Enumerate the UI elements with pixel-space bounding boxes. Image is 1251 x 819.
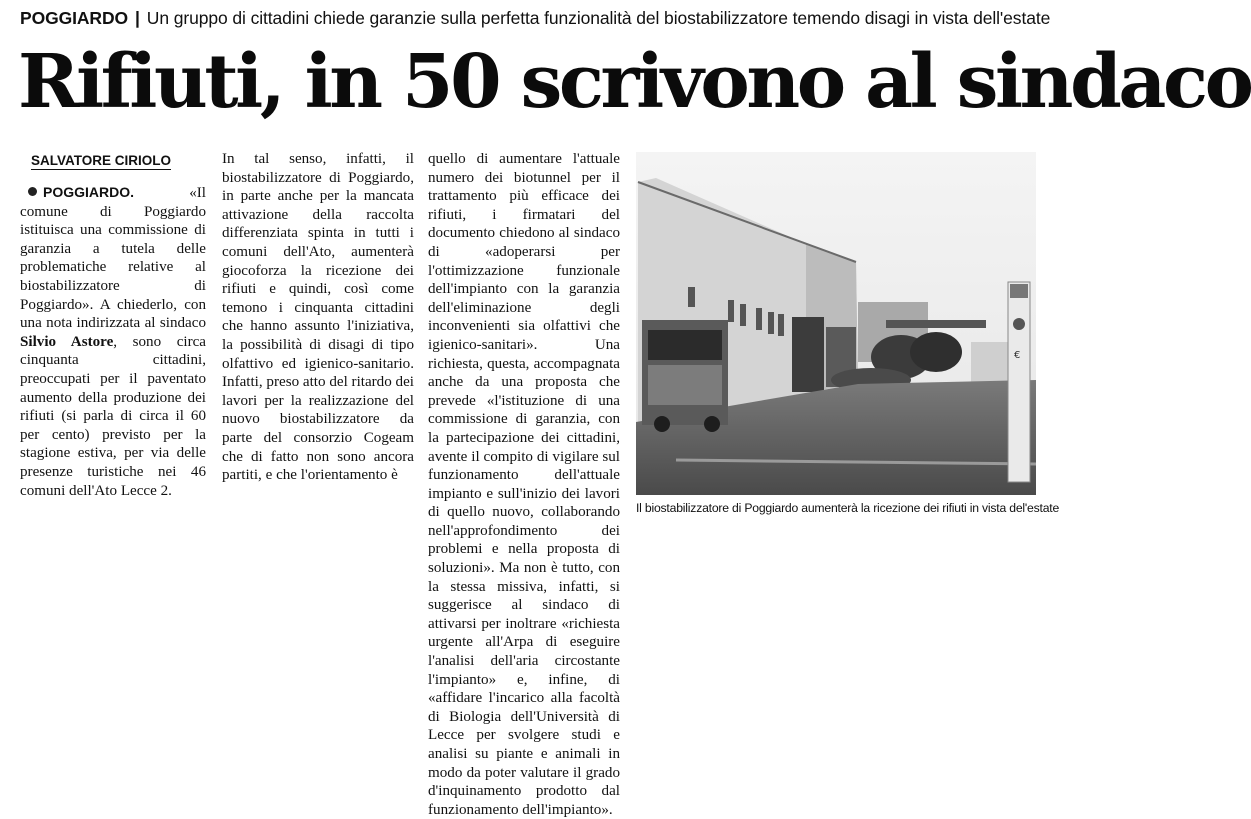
- article-paragraph-2-cont: In tal senso, infatti, il biostabilizzatore di Poggiardo, in parte anche per la mancata attivazione della raccolta differenziata spinta in tutti i comuni dell'Ato, aumenterà giocoforza la ricezione dei rifiuti e quindi, così come temono i cinquanta cittadini che hanno assunto l'iniziativa, la possibilità di disagi di tipo olfattivo ed igienico-sanitario. Infatti, preso atto del ritardo dei lavori per la realizzazione del nuovo biostabilizzatore da parte del consorzio Cogeam che di fatto non sono ancora partiti, e che l'orientamento è: [222, 151, 414, 484]
- article-photo: [636, 152, 1036, 495]
- dateline: POGGIARDO.: [43, 184, 135, 200]
- kicker-separator: |: [135, 8, 140, 28]
- article-column-1: [20, 183, 206, 500]
- bullet-icon: [28, 187, 37, 196]
- article-paragraph-2-cont: quello di aumentare l'attuale numero dei biotunnel per il trattamento più efficace dei rifiuti, i firmatari del documento chiedono al sindaco di «adoperarsi per l'ottimizzazione funzionale dell'impianto con la garanzia dell'eliminazione degli inconvenienti sia olfattivi che igienico-sanitari». Una richiesta, questa, accompagnata anche da una proposta che prevede «l'istituzione di una commissione di garanzia, con la partecipazione dei cittadini, avente il compito di vigilare sul funzionamento dell'attuale impianto e sull'inizio dei lavori di quello nuovo, collaborando nell'approfondimento dei problemi e nella proposta di soluzioni». Ma non è tutto, con la stessa missiva, infatti, si suggerisce al sindaco di attivarsi per inoltrare «richiesta urgente all'Arpa di eseguire l'analisi dell'aria circostante l'impianto» e, infine, di «affidare l'incarico alla facoltà di Biologia dell'Università di Lecce per svolgere studi e analisi su piante e animali in modo da poter valutare il grado d'inquinamento prodotto dal funzionamento dell'impianto».: [428, 151, 620, 818]
- kicker: [20, 8, 1051, 29]
- kicker-location: POGGIARDO: [20, 8, 128, 28]
- article-column-3: [428, 150, 620, 819]
- mayor-name: Silvio Astore: [20, 333, 114, 350]
- article-paragraph-1: [20, 183, 206, 500]
- kicker-text: Un gruppo di cittadini chiede garanzie sulla perfetta funzionalità del biostabilizzatore temendo disagi in vista dell'estate: [146, 8, 1051, 28]
- article-lead-rest: , sono circa cinquanta cittadini, preoccupati per il paventato aumento della produzione dei rifiuti (si parla di circa il 60 per cento) previsto per la stagione estiva, per via delle presenze turistiche nei 46 comuni dell'Ato Lecce 2.: [20, 333, 207, 499]
- article-column-2: [222, 150, 414, 485]
- article-lead: «Il comune di Poggiardo istituisca una commissione di garanzia a tutela delle problematiche relative al biostabilizzatore di Poggiardo». A chiederlo, con una nota indirizzata al sindaco: [20, 185, 206, 332]
- byline: SALVATORE CIRIOLO: [31, 153, 172, 168]
- headline: Rifiuti, in 50 scrivono al sindaco: [18, 39, 1251, 125]
- photo-caption: Il biostabilizzatore di Poggiardo aumenterà la ricezione dei rifiuti in vista del'estate: [636, 501, 1060, 515]
- photo-sign: [1008, 282, 1030, 482]
- photo-sign-glyph: €: [1014, 350, 1021, 361]
